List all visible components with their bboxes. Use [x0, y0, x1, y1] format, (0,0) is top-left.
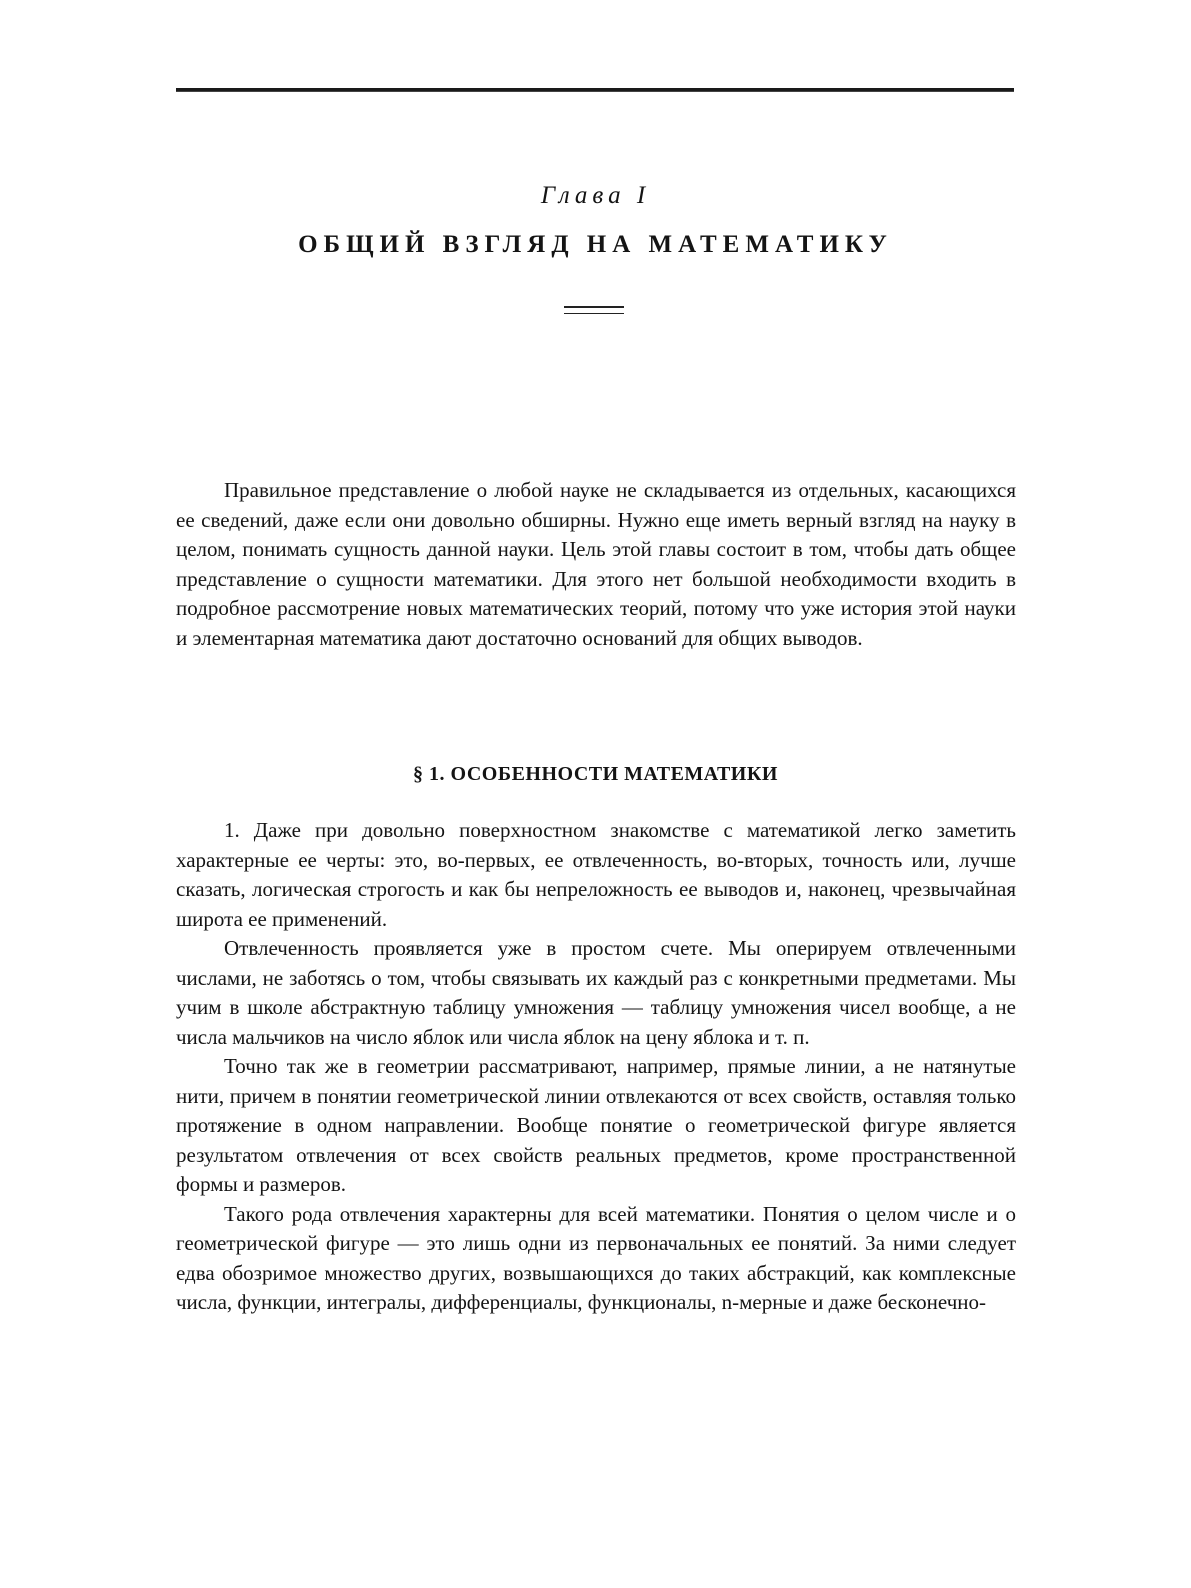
intro-block [176, 476, 1016, 653]
section-body [176, 816, 1016, 1318]
section-paragraph: Точно так же в геометрии рассматривают, например, прямые линии, а не натянутые нити, причем в понятии геометрической линии отвлекаются от всех свойств, оставляя только протяжение в одном направлении. Вообще понятие о геометрической фигуре является результатом отвлечения от всех свойств реальных предметов, кроме пространственной формы и размеров. [176, 1054, 1016, 1196]
chapter-label: Глава I [540, 182, 651, 209]
chapter-title: ОБЩИЙ ВЗГЛЯД НА МАТЕМАТИКУ [298, 231, 893, 258]
intro-paragraph: Правильное представление о любой науке не складывается из отдельных, касающихся ее сведений, даже если они довольно обширны. Нужно еще иметь верный взгляд на науку в целом, понимать сущность данной науки. Цель этой главы состоит в том, чтобы дать общее представление о сущности математики. Для этого нет большой необходимости входить в подробное рассмотрение новых математических теорий, потому что уже история этой науки и элементарная математика дают достаточно оснований для общих выводов. [176, 478, 1016, 650]
title-ornament-rule [564, 306, 624, 314]
section-paragraph: 1. Даже при довольно поверхностном знакомстве с математикой легко заметить характерные ее черты: это, во-первых, ее отвлеченность, во-вторых, точность или, лучше сказать, логическая строгость и как бы непреложность ее выводов и, наконец, чрезвычайная широта ее применений. [176, 818, 1016, 931]
header-rule [176, 88, 1014, 92]
section-paragraph: Такого рода отвлечения характерны для всей математики. Понятия о целом числе и о геометрической фигуре — это лишь одни из первоначальных ее понятий. За ними следует едва обозримое множество других, возвышающихся до таких абстракций, как комплексные числа, функции, интегралы, дифференциалы, функционалы, n-мерные и даже бесконечно- [176, 1201, 1016, 1314]
section-heading: § 1. ОСОБЕННОСТИ МАТЕМАТИКИ [413, 763, 778, 785]
section-paragraph: Отвлеченность проявляется уже в простом счете. Мы оперируем отвлеченными числами, не заботясь о том, чтобы связывать их каждый раз с конкретными предметами. Мы учим в школе абстрактную таблицу умножения — таблицу умножения чисел вообще, а не числа мальчиков на число яблок или числа яблок на цену яблока и т. п. [176, 936, 1016, 1049]
